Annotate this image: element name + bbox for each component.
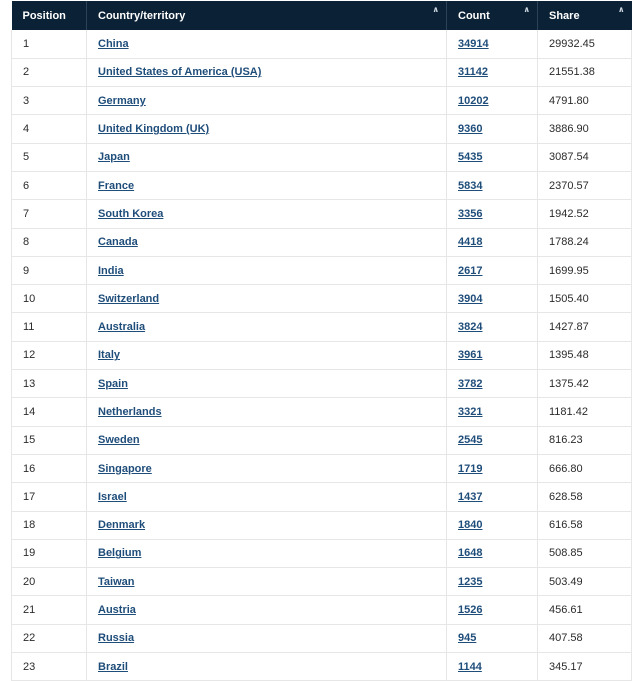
- share-cell: 1699.95: [538, 256, 632, 284]
- country-link[interactable]: South Korea: [98, 207, 164, 220]
- count-link[interactable]: 945: [458, 632, 477, 645]
- table-row: [12, 256, 632, 284]
- country-link[interactable]: France: [98, 179, 135, 192]
- country-cell: [87, 171, 447, 199]
- country-cell: [87, 596, 447, 624]
- count-cell: [447, 539, 538, 567]
- count-cell: [447, 143, 538, 171]
- country-link[interactable]: Spain: [98, 377, 128, 390]
- table-row: [12, 539, 632, 567]
- table-header: [12, 1, 632, 30]
- table-row: [12, 285, 632, 313]
- country-cell: [87, 398, 447, 426]
- share-cell: 816.23: [538, 426, 632, 454]
- position-cell: 13: [12, 370, 87, 398]
- share-cell: 3886.90: [538, 115, 632, 143]
- share-cell: 1942.52: [538, 200, 632, 228]
- country-link[interactable]: United States of America (USA): [98, 66, 262, 79]
- country-link[interactable]: Switzerland: [98, 292, 160, 305]
- country-cell: [87, 115, 447, 143]
- position-cell: 9: [12, 256, 87, 284]
- count-link[interactable]: 3321: [458, 406, 483, 418]
- share-cell: 3087.54: [538, 143, 632, 171]
- count-cell: [447, 256, 538, 284]
- count-link[interactable]: 10202: [458, 94, 489, 107]
- count-cell: [447, 87, 538, 115]
- country-link[interactable]: Germany: [98, 94, 146, 107]
- position-cell: 10: [12, 285, 87, 313]
- count-cell: [447, 568, 538, 596]
- position-cell: 21: [12, 596, 87, 624]
- share-cell: 1395.48: [538, 341, 632, 369]
- position-cell: 8: [12, 228, 87, 256]
- position-cell: 16: [12, 454, 87, 482]
- ranking-table-container: [11, 1, 631, 681]
- table-row: [12, 370, 632, 398]
- country-cell: [87, 313, 447, 341]
- country-cell: [87, 228, 447, 256]
- header-position-label: Position: [22, 9, 66, 22]
- sort-caret-icon[interactable]: ∧: [432, 5, 439, 14]
- country-link[interactable]: Singapore: [98, 462, 152, 475]
- country-link[interactable]: Brazil: [98, 660, 128, 673]
- count-cell: [447, 30, 538, 58]
- table-row: [12, 398, 632, 426]
- count-cell: [447, 370, 538, 398]
- position-cell: 18: [12, 511, 87, 539]
- ranking-table: [11, 1, 632, 681]
- table-row: [12, 454, 632, 482]
- position-cell: 11: [12, 313, 87, 341]
- header-share[interactable]: [538, 1, 632, 30]
- count-link[interactable]: 3904: [458, 292, 483, 305]
- position-cell: 2: [12, 58, 87, 86]
- count-link[interactable]: 3824: [458, 321, 483, 334]
- share-cell: 666.80: [538, 454, 632, 482]
- country-cell: [87, 653, 447, 681]
- table-body: [12, 30, 632, 681]
- share-cell: 456.61: [538, 596, 632, 624]
- share-cell: 1505.40: [538, 285, 632, 313]
- count-link[interactable]: 3782: [458, 377, 483, 390]
- table-row: [12, 171, 632, 199]
- position-cell: 22: [12, 624, 87, 652]
- count-cell: [447, 624, 538, 652]
- count-link[interactable]: 1719: [458, 462, 483, 475]
- country-link[interactable]: United Kingdom (UK): [98, 123, 210, 136]
- share-cell: 616.58: [538, 511, 632, 539]
- share-cell: 21551.38: [538, 58, 632, 86]
- table-row: [12, 143, 632, 171]
- table-row: [12, 568, 632, 596]
- header-count[interactable]: [447, 1, 538, 30]
- count-cell: [447, 511, 538, 539]
- table-row: [12, 58, 632, 86]
- table-row: [12, 653, 632, 681]
- table-row: [12, 313, 632, 341]
- share-cell: 503.49: [538, 568, 632, 596]
- table-row: [12, 200, 632, 228]
- table-row: [12, 87, 632, 115]
- count-cell: [447, 653, 538, 681]
- share-cell: 1788.24: [538, 228, 632, 256]
- country-cell: [87, 285, 447, 313]
- position-cell: 6: [12, 171, 87, 199]
- count-cell: [447, 596, 538, 624]
- share-cell: 29932.45: [538, 30, 632, 58]
- header-count-label: Count: [458, 9, 490, 22]
- count-link[interactable]: 1526: [458, 604, 483, 617]
- position-cell: 3: [12, 87, 87, 115]
- position-cell: 19: [12, 539, 87, 567]
- position-cell: 12: [12, 341, 87, 369]
- count-link[interactable]: 31142: [458, 66, 488, 79]
- country-link[interactable]: India: [98, 264, 124, 277]
- count-link[interactable]: 5435: [458, 151, 483, 164]
- header-country[interactable]: [87, 1, 447, 30]
- count-cell: [447, 426, 538, 454]
- country-link[interactable]: Japan: [98, 151, 130, 164]
- country-link[interactable]: Belgium: [98, 547, 142, 560]
- share-cell: 628.58: [538, 483, 632, 511]
- country-cell: [87, 58, 447, 86]
- count-link[interactable]: 1144: [458, 660, 482, 673]
- table-row: [12, 115, 632, 143]
- share-cell: 1181.42: [538, 398, 632, 426]
- count-cell: [447, 171, 538, 199]
- share-cell: 345.17: [538, 653, 632, 681]
- table-row: [12, 483, 632, 511]
- country-cell: [87, 256, 447, 284]
- country-cell: [87, 539, 447, 567]
- country-cell: [87, 370, 447, 398]
- position-cell: 15: [12, 426, 87, 454]
- position-cell: 23: [12, 653, 87, 681]
- country-cell: [87, 454, 447, 482]
- count-cell: [447, 58, 538, 86]
- sort-caret-icon[interactable]: ∧: [618, 5, 625, 14]
- table-row: [12, 426, 632, 454]
- table-row: [12, 30, 632, 58]
- country-cell: [87, 341, 447, 369]
- count-link[interactable]: 1840: [458, 519, 483, 532]
- country-link[interactable]: Israel: [98, 490, 127, 503]
- position-cell: 7: [12, 200, 87, 228]
- sort-caret-icon[interactable]: ∧: [523, 5, 530, 14]
- header-country-label: Country/territory: [98, 9, 186, 22]
- country-cell: [87, 143, 447, 171]
- share-cell: 1427.87: [538, 313, 632, 341]
- count-link[interactable]: 3356: [458, 207, 483, 220]
- share-cell: 1375.42: [538, 370, 632, 398]
- count-cell: [447, 341, 538, 369]
- count-link[interactable]: 1235: [458, 575, 483, 588]
- country-link[interactable]: Netherlands: [98, 406, 162, 418]
- count-cell: [447, 228, 538, 256]
- count-link[interactable]: 1648: [458, 547, 483, 560]
- country-cell: [87, 483, 447, 511]
- country-link[interactable]: Canada: [98, 236, 138, 249]
- count-link[interactable]: 4418: [458, 236, 483, 249]
- country-cell: [87, 30, 447, 58]
- share-cell: 2370.57: [538, 171, 632, 199]
- position-cell: 20: [12, 568, 87, 596]
- header-row: [12, 1, 632, 30]
- count-cell: [447, 398, 538, 426]
- position-cell: 17: [12, 483, 87, 511]
- table-row: [12, 596, 632, 624]
- country-link[interactable]: China: [98, 37, 129, 50]
- count-link[interactable]: 34914: [458, 37, 489, 50]
- count-link[interactable]: 9360: [458, 123, 483, 136]
- share-cell: 508.85: [538, 539, 632, 567]
- country-link[interactable]: Sweden: [98, 434, 140, 447]
- count-cell: [447, 313, 538, 341]
- count-cell: [447, 483, 538, 511]
- share-cell: 4791.80: [538, 87, 632, 115]
- country-link[interactable]: Australia: [98, 321, 146, 334]
- table-row: [12, 624, 632, 652]
- header-share-label: Share: [549, 9, 580, 22]
- position-cell: 14: [12, 398, 87, 426]
- count-link[interactable]: 3961: [458, 349, 483, 362]
- country-cell: [87, 568, 447, 596]
- count-cell: [447, 454, 538, 482]
- country-cell: [87, 87, 447, 115]
- table-row: [12, 341, 632, 369]
- count-link[interactable]: 5834: [458, 179, 483, 192]
- position-cell: 5: [12, 143, 87, 171]
- country-link[interactable]: Taiwan: [98, 575, 135, 588]
- position-cell: 1: [12, 30, 87, 58]
- country-cell: [87, 511, 447, 539]
- count-link[interactable]: 2617: [458, 264, 483, 277]
- count-cell: [447, 200, 538, 228]
- count-cell: [447, 285, 538, 313]
- table-row: [12, 511, 632, 539]
- count-cell: [447, 115, 538, 143]
- country-link[interactable]: Austria: [98, 604, 136, 617]
- country-cell: [87, 426, 447, 454]
- country-link[interactable]: Denmark: [98, 519, 146, 532]
- table-row: [12, 228, 632, 256]
- country-link[interactable]: Italy: [98, 349, 121, 362]
- country-cell: [87, 624, 447, 652]
- header-position[interactable]: [12, 1, 87, 30]
- position-cell: 4: [12, 115, 87, 143]
- count-link[interactable]: 2545: [458, 434, 483, 447]
- country-cell: [87, 200, 447, 228]
- country-link[interactable]: Russia: [98, 632, 135, 645]
- share-cell: 407.58: [538, 624, 632, 652]
- count-link[interactable]: 1437: [458, 490, 483, 503]
